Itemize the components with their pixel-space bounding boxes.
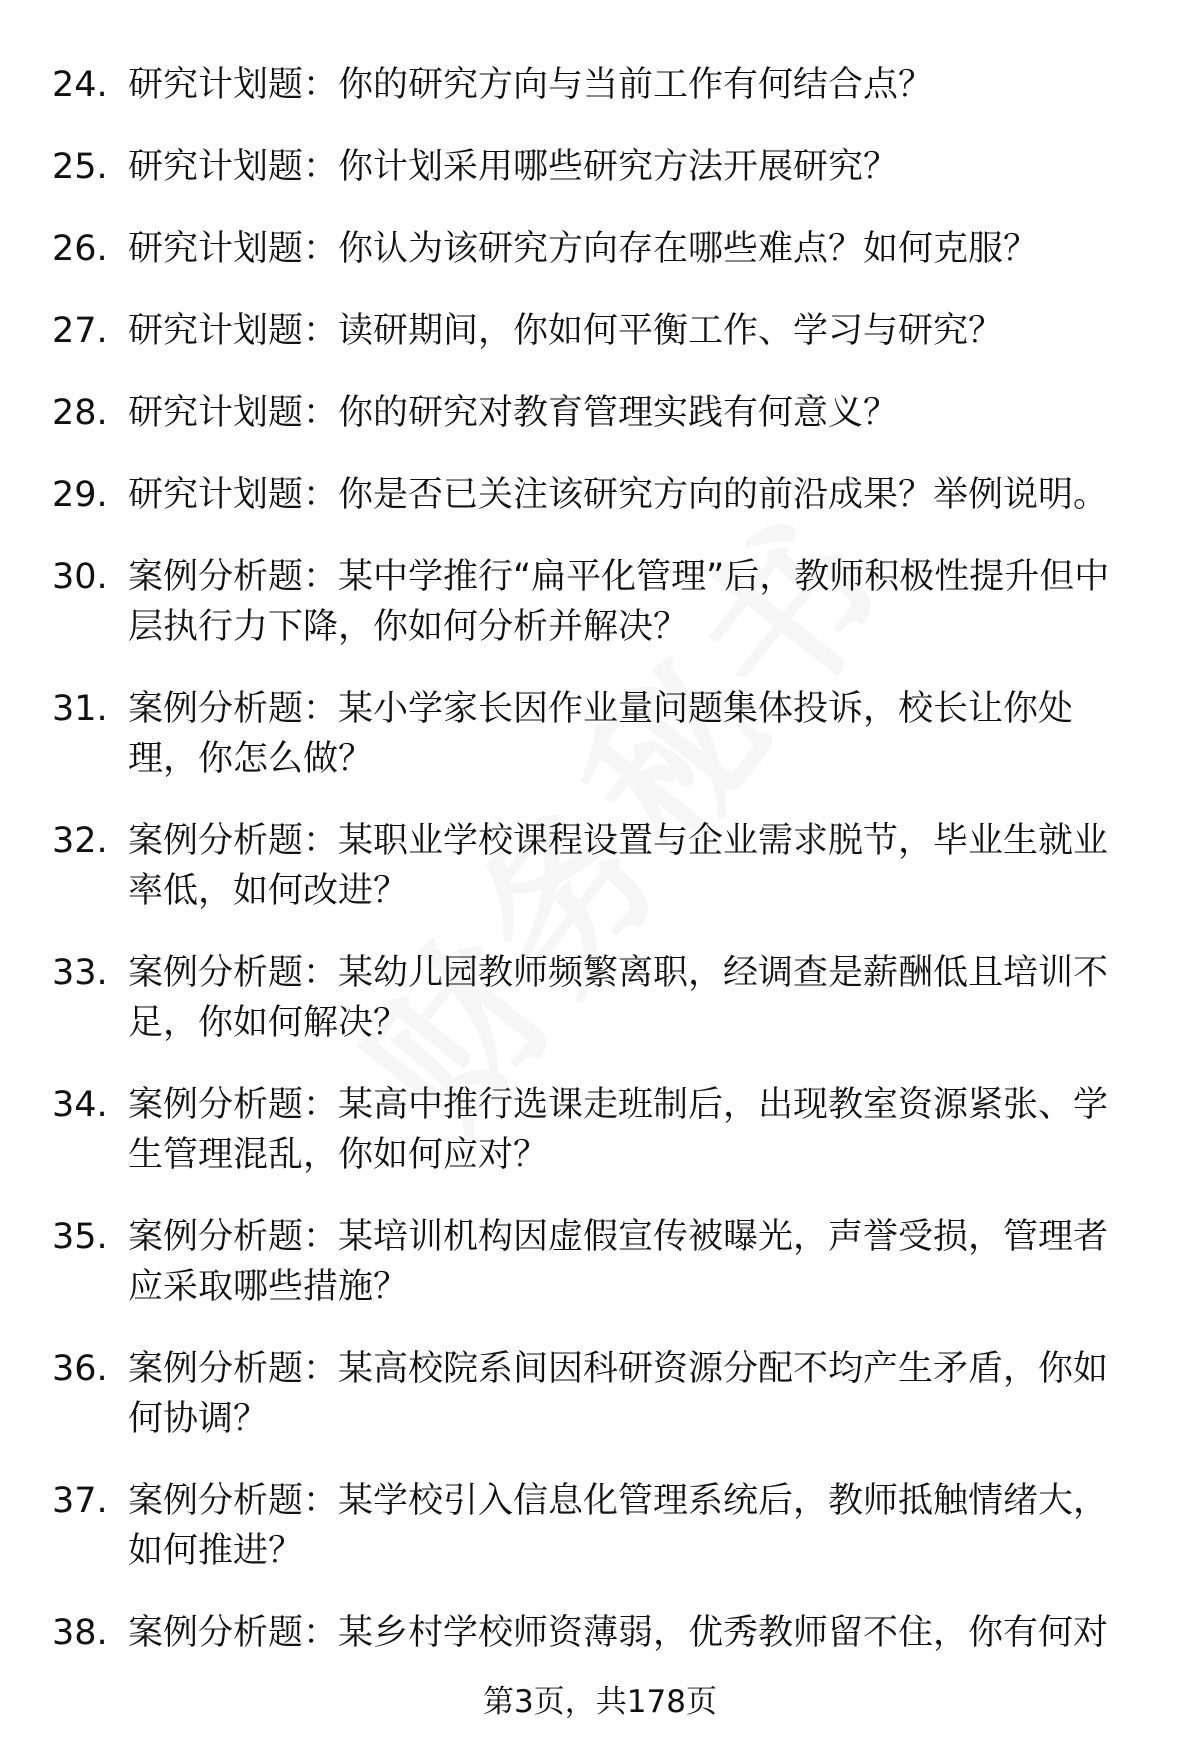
question-text: 研究计划题：你认为该研究方向存在哪些难点？如何克服？: [128, 229, 1039, 269]
question-number: 26.: [52, 229, 108, 269]
question-item: [0, 1608, 1200, 1658]
question-item: [0, 1080, 1200, 1180]
question-item: [0, 1344, 1200, 1444]
question-text: 案例分析题：某中学推行“扁平化管理”后，教师积极性提升但中层执行力下降，你如何分析并解决？: [128, 557, 1110, 647]
question-item: [0, 470, 1200, 520]
question-text: 研究计划题：读研期间，你如何平衡工作、学习与研究？: [128, 311, 1004, 351]
question-text: 研究计划题：你的研究方向与当前工作有何结合点？: [128, 65, 934, 105]
question-number: 32.: [52, 821, 108, 861]
question-item: [0, 224, 1200, 274]
question-number: 31.: [52, 689, 108, 729]
question-number: 35.: [52, 1217, 108, 1257]
question-text: 研究计划题：你是否已关注该研究方向的前沿成果？举例说明。: [128, 475, 1109, 515]
question-number: 33.: [52, 953, 108, 993]
page-footer: 第3页，共178页: [483, 1684, 717, 1720]
question-item: [0, 388, 1200, 438]
question-item: [0, 306, 1200, 356]
question-text: 案例分析题：某学校引入信息化管理系统后，教师抵触情绪大，如何推进？: [128, 1481, 1109, 1571]
question-item: [0, 1476, 1200, 1576]
question-text: 案例分析题：某小学家长因作业量问题集体投诉，校长让你处理，你怎么做？: [128, 689, 1074, 779]
question-number: 38.: [52, 1613, 108, 1653]
question-item: [0, 816, 1200, 916]
question-number: 34.: [52, 1085, 108, 1125]
question-text: 案例分析题：某高中推行选课走班制后，出现教室资源紧张、学生管理混乱，你如何应对？: [128, 1085, 1109, 1175]
question-item: [0, 552, 1200, 652]
question-list: [0, 60, 1200, 1690]
question-number: 36.: [52, 1349, 108, 1389]
question-number: 30.: [52, 557, 108, 597]
question-text: 案例分析题：某乡村学校师资薄弱，优秀教师留不住，你有何对: [128, 1613, 1109, 1653]
question-item: [0, 60, 1200, 110]
question-number: 29.: [52, 475, 108, 515]
question-text: 研究计划题：你计划采用哪些研究方法开展研究？: [128, 147, 899, 187]
question-number: 25.: [52, 147, 108, 187]
question-text: 研究计划题：你的研究对教育管理实践有何意义？: [128, 393, 899, 433]
question-number: 28.: [52, 393, 108, 433]
question-text: 案例分析题：某培训机构因虚假宣传被曝光，声誉受损，管理者应采取哪些措施？: [128, 1217, 1109, 1307]
question-item: [0, 1212, 1200, 1312]
question-number: 27.: [52, 311, 108, 351]
question-number: 37.: [52, 1481, 108, 1521]
question-item: [0, 948, 1200, 1048]
question-item: [0, 142, 1200, 192]
question-text: 案例分析题：某幼儿园教师频繁离职，经调查是薪酬低且培训不足，你如何解决？: [128, 953, 1109, 1043]
question-number: 24.: [52, 65, 108, 105]
question-text: 案例分析题：某职业学校课程设置与企业需求脱节，毕业生就业率低，如何改进？: [128, 821, 1109, 911]
question-text: 案例分析题：某高校院系间因科研资源分配不均产生矛盾，你如何协调？: [128, 1349, 1109, 1439]
question-item: [0, 684, 1200, 784]
